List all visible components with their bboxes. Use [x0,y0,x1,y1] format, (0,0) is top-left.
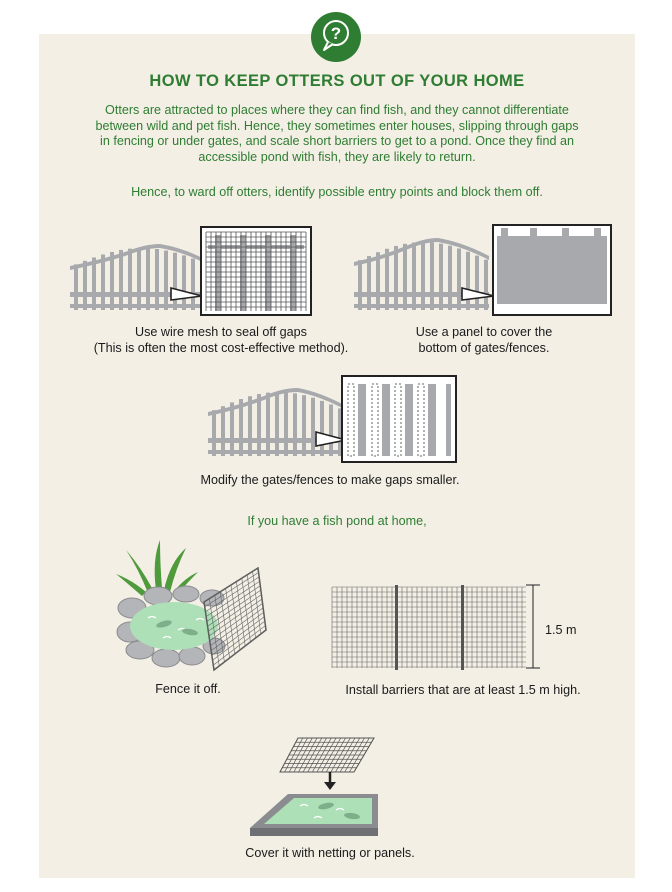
caption-line: bottom of gates/fences. [418,341,550,355]
method-caption [140,472,520,488]
gate-with-wire-mesh-illustration [70,222,320,322]
question-mark-icon [310,11,362,63]
gate-with-panel-illustration [354,222,614,322]
gate-with-smaller-gaps-illustration [208,372,458,468]
fence-caption: Fence it off. [155,682,221,696]
intro-line: Otters are attracted to places where they can find fish, and they cannot differentiate [105,103,569,117]
intro-line: between wild and pet fish. Hence, they sometimes enter houses, slipping through gaps [95,118,579,133]
fenced-pond-illustration [108,538,268,674]
svg-text:?: ? [330,24,342,43]
barrier-caption: Install barriers that are at least 1.5 m high. [345,683,581,697]
covered-pond-illustration [248,736,388,840]
advice-text: Hence, to ward off otters, identify possible entry points and block them off. [131,185,543,199]
caption-line: Use wire mesh to seal off gaps [135,325,307,339]
pond-heading: If you have a fish pond at home, [247,514,427,528]
intro-line: in fencing or under gates, and scale short barriers to get to a pond. Once they find an [100,134,574,149]
intro-paragraph [62,103,612,165]
caption-line: Modify the gates/fences to make gaps smaller. [200,473,460,487]
cover-caption: Cover it with netting or panels. [245,846,415,860]
page-title: HOW TO KEEP OTTERS OUT OF YOUR HOME [149,72,525,90]
barrier-mesh-illustration [330,585,576,675]
caption-line: Use a panel to cover the [415,325,553,339]
method-caption [374,324,594,356]
height-label: 1.5 m [545,623,577,637]
intro-line: accessible pond with fish, they are likely to return. [198,149,476,164]
caption-line: (This is often the most cost-effective method). [93,341,349,355]
method-caption [62,324,380,356]
